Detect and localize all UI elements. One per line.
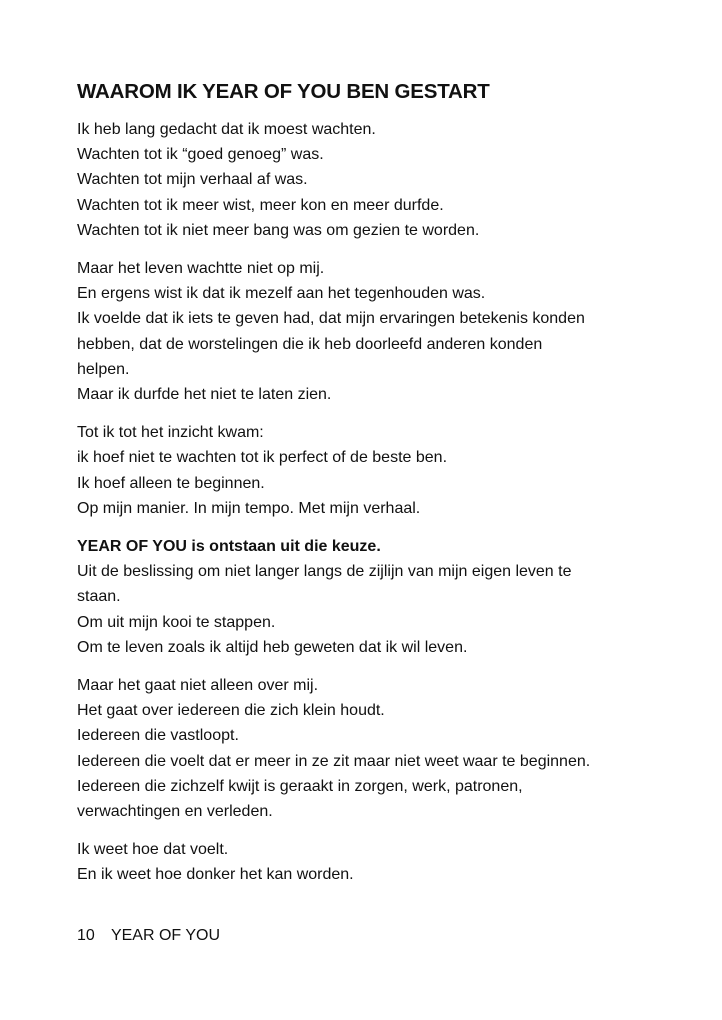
text-line: Maar ik durfde het niet te laten zien.	[77, 386, 332, 404]
running-title: YEAR OF YOU	[110, 927, 221, 944]
text-line: Uit de beslissing om niet langer langs de zijlijn van mijn eigen leven te	[77, 563, 572, 581]
text-line: hebben, dat de worstelingen die ik heb doorleefd anderen konden	[77, 335, 543, 353]
page-footer	[77, 925, 220, 947]
text-line: verwachtingen en verleden.	[77, 803, 273, 821]
paragraph-4	[77, 534, 637, 660]
text-line: En ik weet hoe donker het kan worden.	[77, 866, 354, 884]
text-line: En ergens wist ik dat ik mezelf aan het tegenhouden was.	[77, 285, 486, 303]
text-line: Iedereen die zichzelf kwijt is geraakt in zorgen, werk, patronen,	[77, 777, 523, 795]
text-line: helpen.	[77, 360, 130, 378]
text-line: Maar het leven wachtte niet op mij.	[77, 260, 325, 278]
text-line: Wachten tot mijn verhaal af was.	[77, 171, 308, 189]
text-line: Ik voelde dat ik iets te geven had, dat mijn ervaringen betekenis konden	[77, 310, 585, 328]
text-line: Om te leven zoals ik altijd heb geweten dat ik wil leven.	[77, 638, 468, 656]
text-line: ik hoef niet te wachten tot ik perfect of de beste ben.	[77, 449, 448, 467]
paragraph-6	[77, 837, 637, 887]
text-line: Maar het gaat niet alleen over mij.	[77, 677, 319, 695]
text-line: Iedereen die vastloopt.	[77, 727, 239, 745]
bold-statement: YEAR OF YOU is ontstaan uit die keuze.	[77, 538, 381, 556]
page-number: 10	[77, 927, 95, 944]
text-line: Wachten tot ik niet meer bang was om gezien te worden.	[77, 221, 480, 239]
text-line: Wachten tot ik “goed genoeg” was.	[77, 146, 324, 164]
text-line: Iedereen die voelt dat er meer in ze zit maar niet weet waar te beginnen.	[77, 752, 591, 770]
text-line: Tot ik tot het inzicht kwam:	[77, 424, 264, 442]
text-line: Ik heb lang gedacht dat ik moest wachten.	[77, 121, 376, 138]
text-line: Het gaat over iedereen die zich klein houdt.	[77, 702, 385, 720]
paragraph-5	[77, 673, 637, 824]
paragraph-1	[77, 117, 637, 243]
page-body	[77, 78, 637, 901]
page-title: WAAROM IK YEAR OF YOU BEN GESTART	[77, 80, 490, 103]
text-line: Om uit mijn kooi te stappen.	[77, 613, 276, 631]
paragraph-2	[77, 256, 637, 407]
text-line: Ik hoef alleen te beginnen.	[77, 474, 265, 492]
text-line: Op mijn manier. In mijn tempo. Met mijn verhaal.	[77, 499, 421, 517]
text-line: staan.	[77, 588, 121, 606]
paragraph-3	[77, 420, 637, 521]
text-line: Wachten tot ik meer wist, meer kon en meer durfde.	[77, 196, 444, 214]
text-line: Ik weet hoe dat voelt.	[77, 841, 229, 859]
